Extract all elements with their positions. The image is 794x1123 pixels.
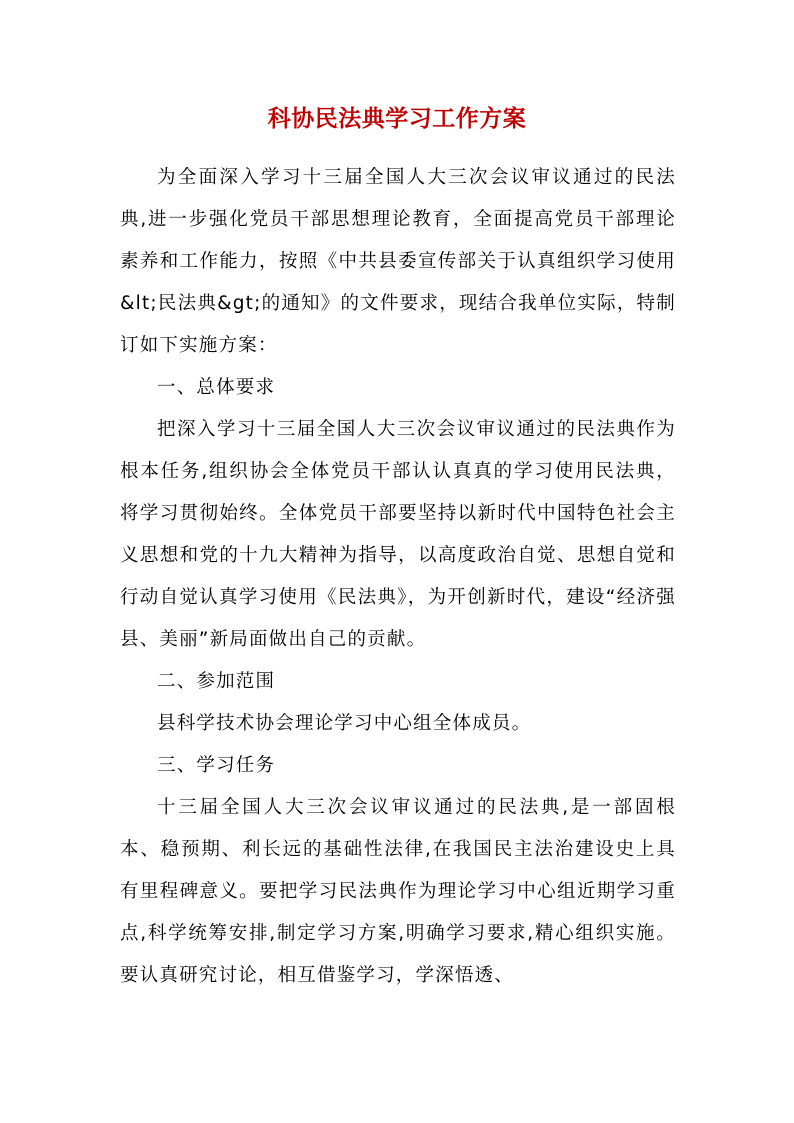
section-paragraph-general-requirements: 把深入学习十三届全国人大三次会议审议通过的民法典作为根本任务,组织协会全体党员干部认认真真的学习使用民法典，将学习贯彻始终。全体党员干部要坚持以新时代中国特色社会主义思想和党的十九大精神为指导，以高度政治自觉、思想自觉和行动自觉认真学习使用《民法典》，为开创新时代，建设“经济强县、美丽”新局面做出自己的贡献。 <box>120 419 676 650</box>
document-body <box>120 157 676 997</box>
section-paragraph-scope: 县科学技术协会理论学习中心组全体成员。 <box>157 713 532 734</box>
section-heading-scope: 二、参加范围 <box>157 671 276 692</box>
section-heading-tasks: 三、学习任务 <box>157 755 276 776</box>
section-heading-general-requirements: 一、总体要求 <box>157 377 276 398</box>
section-paragraph-tasks: 十三届全国人大三次会议审议通过的民法典,是一部固根本、稳预期、利长远的基础性法律,在我国民主法治建设史上具有里程碑意义。要把学习民法典作为理论学习中心组近期学习重点,科学统筹安排,制定学习方案,明确学习要求,精心组织实施。要认真研究讨论，相互借鉴学习，学深悟透、 <box>120 797 676 986</box>
intro-paragraph: 为全面深入学习十三届全国人大三次会议审议通过的民法典,进一步强化党员干部思想理论教育，全面提高党员干部理论素养和工作能力，按照《中共县委宣传部关于认真组织学习使用&lt;民法典&gt;的通知》的文件要求，现结合我单位实际，特制订如下实施方案： <box>120 167 676 356</box>
document-title: 科协民法典学习工作方案 <box>267 105 527 132</box>
